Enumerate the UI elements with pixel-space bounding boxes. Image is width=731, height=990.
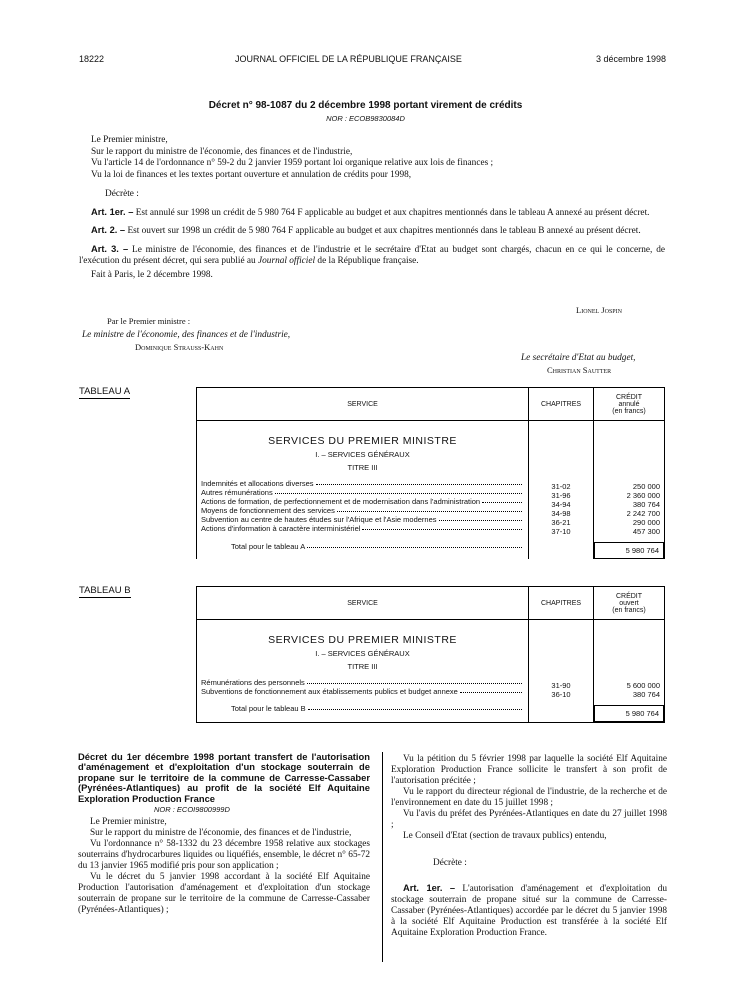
titre-label: TITRE III	[347, 662, 378, 671]
article-3-text: Le ministre de l'économie, des finances et de l'industrie et le secrétaire d'Etat au budget sont chargés, chacun en ce qui le concerne, de l'exécution du présent décret, qui sera publié au	[79, 244, 665, 266]
decree2-title: Décret du 1er décembre 1998 portant transfert de l'autorisation d'aménagement et d'exploitation d'un stockage souterrain de propane sur le territoire de la commune de Carresse-Cassaber (Pyrénées-Atlantiques) au profit de la société Elf Aquitaine Exploration Production France	[78, 751, 370, 804]
credit-cell: 457 300	[632, 527, 660, 536]
section-title: SERVICES DU PREMIER MINISTRE	[268, 634, 457, 646]
table-row: Subventions de fonctionnement aux établissements publics et budget annexe	[201, 687, 524, 696]
minister-title: Le ministre de l'économie, des finances et de l'industrie,	[82, 330, 291, 340]
titre-label: TITRE III	[347, 463, 378, 472]
total-value: 5 980 764	[594, 542, 664, 559]
total-row: Total pour le tableau A	[231, 542, 524, 551]
page-number: 18222	[79, 54, 105, 64]
decree2-decrete: Décrète :	[433, 858, 467, 868]
decree2-paragraph: Vu l'avis du préfet des Pyrénées-Atlantiques en date du 27 juillet 1998 ;	[391, 809, 667, 830]
column-divider	[382, 752, 383, 962]
article-2	[79, 225, 665, 238]
decree2-paragraph: Vu l'ordonnance n° 58-1332 du 23 décembre 1958 relative aux stockages souterrains d'hydrocarbures liquides ou liquéfiés, ensemble, le décret n° 65-72 du 13 janvier 1965 modifié pris pour son application ;	[78, 839, 370, 872]
issue-date: 3 décembre 1998	[596, 54, 667, 64]
journal-officiel-ref: Journal officiel	[258, 256, 316, 266]
credit-cell: 290 000	[632, 518, 660, 527]
col-chapitres: CHAPITRES	[529, 388, 594, 421]
credit-cell: 380 764	[632, 690, 660, 699]
decree2-nor: NOR : ECOI9800999D	[154, 805, 230, 815]
article-1-text: Est annulé sur 1998 un crédit de 5 980 764 F applicable au budget et aux chapitres mentionnés dans le tableau A annexé au présent décret.	[135, 207, 650, 218]
chapitre-cell: 34-94	[551, 500, 571, 509]
decree2-right-column	[391, 754, 667, 939]
journal-title: JOURNAL OFFICIEL DE LA RÉPUBLIQUE FRANÇAISE	[235, 54, 462, 64]
preamble-line: Le Premier ministre,	[91, 135, 168, 145]
decree2-paragraph: Vu la pétition du 5 février 1998 par laquelle la société Elf Aquitaine Exploration Production France sollicite le transfert à son profit de l'autorisation précitée ;	[391, 754, 667, 786]
table-row: Subvention au centre de hautes études sur l'Afrique et l'Asie modernes	[201, 515, 524, 524]
credit-cell: 2 360 000	[626, 491, 660, 500]
tableau-b-label: TABLEAU B	[79, 585, 131, 596]
chapitre-cell: 34-98	[551, 509, 571, 518]
decree1-preamble	[79, 135, 665, 281]
minister-name: Dominique Strauss-Kahn	[135, 342, 224, 352]
chapitre-cell: 31-96	[551, 491, 571, 500]
decree2-paragraph: Vu le rapport du directeur régional de l'industrie, de la recherche et de l'environnement en date du 15 juillet 1998 ;	[391, 787, 667, 808]
table-row: Actions d'information à caractère interministériel	[201, 524, 524, 533]
secretary-title: Le secrétaire d'Etat au budget,	[521, 353, 636, 363]
decree1-nor: NOR : ECOB9830084D	[326, 114, 405, 123]
table-row: Actions de formation, de perfectionnement et de modernisation dans l'administration	[201, 497, 524, 506]
secretary-name: Christian Sautter	[547, 365, 612, 375]
col-credit: CRÉDIT ouvert (en francs)	[594, 587, 665, 620]
decrete-line: Décrète :	[105, 189, 139, 199]
article-1-label: Art. 1er. –	[91, 206, 134, 217]
subsection-title: I. – SERVICES GÉNÉRAUX	[315, 450, 410, 459]
decree2-paragraph: Le Conseil d'Etat (section de travaux publics) entendu,	[403, 831, 607, 841]
decree2-paragraph: Vu le décret du 5 janvier 1998 accordant à la société Elf Aquitaine Production l'autorisation d'aménagement et d'exploitation d'un stockage souterrain de propane sur le territoire de la commune de Carresse-Cassaber (Pyrénées-Atlantiques) ;	[78, 872, 370, 916]
done-at: Fait à Paris, le 2 décembre 1998.	[91, 269, 213, 280]
credit-cell: 5 600 000	[626, 681, 660, 690]
total-row: Total pour le tableau B	[231, 704, 524, 713]
subsection-title: I. – SERVICES GÉNÉRAUX	[315, 649, 410, 658]
decree2-paragraph: Le Premier ministre,	[90, 817, 167, 828]
tableau-b	[196, 586, 665, 723]
decree2-article-1-label: Art. 1er. –	[403, 883, 456, 893]
chapitre-cell: 36-21	[551, 518, 571, 527]
preamble-line: Vu la loi de finances et les textes portant ouverture et annulation de crédits pour 1998,	[91, 169, 412, 180]
decree2-left-column	[78, 752, 370, 916]
chapitre-cell: 31-90	[551, 681, 571, 690]
tableau-a-label: TABLEAU A	[79, 386, 131, 397]
decree2-paragraph: Sur le rapport du ministre de l'économie, des finances et de l'industrie,	[90, 828, 352, 839]
section-title: SERVICES DU PREMIER MINISTRE	[268, 435, 457, 447]
col-credit: CRÉDIT annulé (en francs)	[594, 388, 665, 421]
table-row: Autres rémunérations	[201, 488, 524, 497]
chapitre-cell: 36-10	[551, 690, 571, 699]
article-2-label: Art. 2. –	[91, 225, 126, 235]
credit-cell: 250 000	[632, 482, 660, 491]
by-pm: Par le Premier ministre :	[107, 316, 191, 326]
table-row: Moyens de fonctionnement des services	[201, 506, 524, 515]
credit-cell: 380 764	[632, 500, 660, 509]
preamble-line: Sur le rapport du ministre de l'économie, des finances et de l'industrie,	[91, 146, 353, 157]
signer-jospin: Lionel Jospin	[576, 305, 622, 315]
preamble-line: Vu l'article 14 de l'ordonnance n° 59-2 du 2 janvier 1959 portant loi organique relative aux lois de finances ;	[91, 158, 494, 168]
decree2-article-1-text: L'autorisation d'aménagement et d'exploitation du stockage souterrain de propane situé sur la commune de Carresse-Cassaber (Pyrénées-Atlantiques) accordée par le décret du 5 janvier 1998 à la société Elf Aquitaine Production est transférée à la société Elf Aquitaine Exploration Production France.	[391, 884, 667, 938]
table-row: Rémunérations des personnels	[201, 678, 524, 687]
table-row: Indemnités et allocations diverses	[201, 479, 524, 488]
col-service: SERVICE	[197, 388, 529, 421]
col-service: SERVICE	[197, 587, 529, 620]
article-1	[79, 207, 665, 220]
chapitre-cell: 31-02	[551, 482, 571, 491]
article-3-label: Art. 3. –	[91, 243, 129, 254]
decree2-article-1	[391, 883, 667, 939]
tableau-a	[196, 387, 665, 559]
article-3-text-end: de la République française.	[317, 256, 419, 266]
credit-cell: 2 242 700	[626, 509, 660, 518]
total-value: 5 980 764	[594, 705, 664, 722]
col-chapitres: CHAPITRES	[529, 587, 594, 620]
article-3	[79, 244, 665, 268]
article-2-text: Est ouvert sur 1998 un crédit de 5 980 764 F applicable au budget et aux chapitres mentionnés dans le tableau B annexé au présent décret.	[127, 226, 641, 236]
chapitre-cell: 37-10	[551, 527, 571, 536]
decree1-title: Décret n° 98-1087 du 2 décembre 1998 portant virement de crédits	[208, 100, 523, 111]
